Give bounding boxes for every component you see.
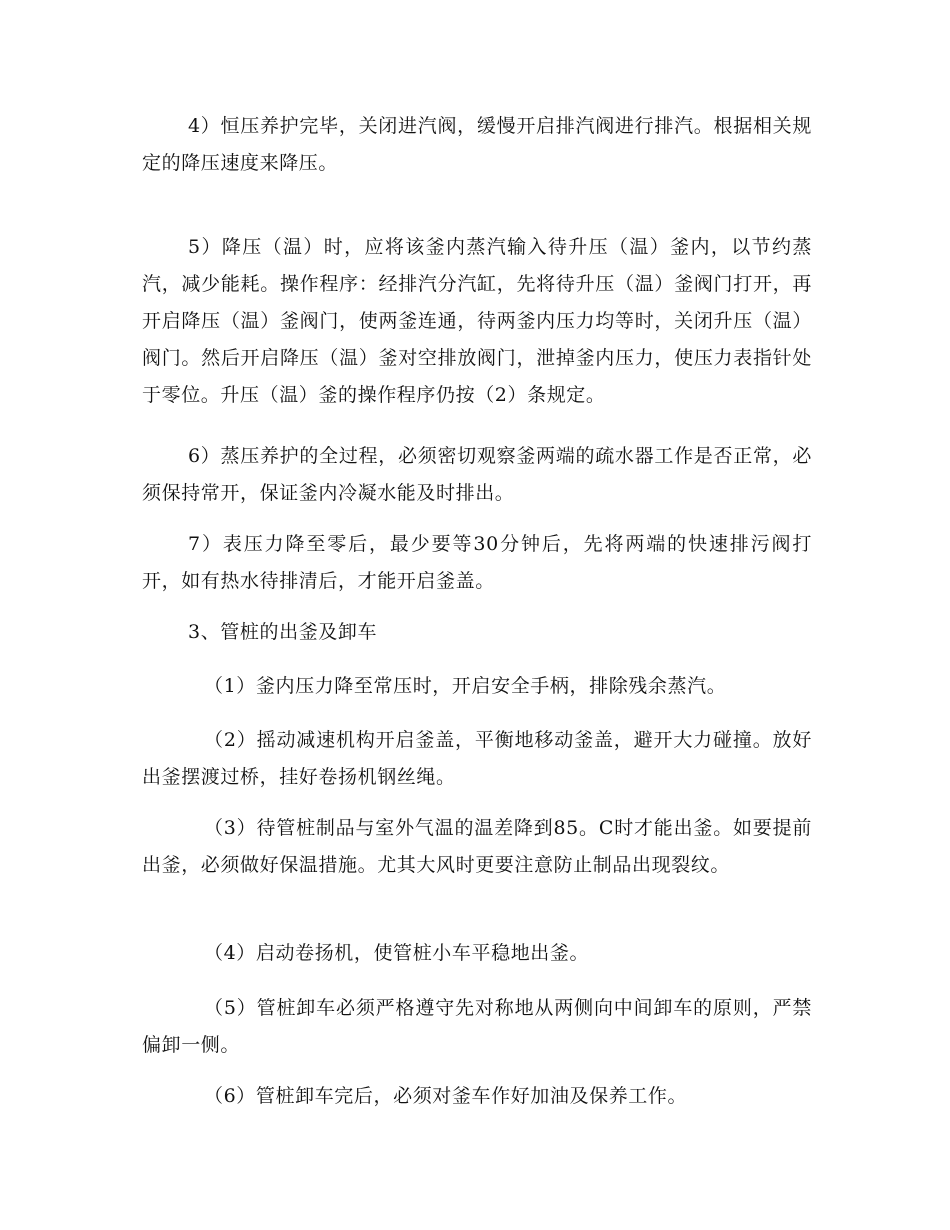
paragraph-sub-5: （5）管桩卸车必须严格遵守先对称地从两侧向中间卸车的原则，严禁偏卸一侧。 — [142, 997, 812, 1056]
paragraph-sub-3: （3）待管桩制品与室外气温的温差降到85。C时才能出釜。如要提前出釜，必须做好保温措施。尤其大风时更要注意防止制品出现裂纹。 — [142, 817, 812, 876]
paragraph-sub-6: （6）管桩卸车完后，必须对釜车作好加油及保养工作。 — [204, 1085, 688, 1107]
paragraph-sub-4: （4）启动卷扬机，使管桩小车平稳地出釜。 — [204, 942, 590, 964]
paragraph-step-4: 4）恒压养护完毕，关闭进汽阀，缓慢开启排汽阀进行排汽。根据相关规定的降压速度来降压。 — [142, 115, 812, 174]
paragraph-step-5: 5）降压（温）时，应将该釜内蒸汽输入待升压（温）釜内，以节约蒸汽，减少能耗。操作程序：经排汽分汽缸，先将待升压（温）釜阀门打开，再开启降压（温）釜阀门，使两釜连通，待两釜内压力均等时，关闭升压（温）阀门。然后开启降压（温）釜对空排放阀门，泄掉釜内压力，使压力表指针处于零位。升压（温）釜的操作程序仍按（2）条规定。 — [142, 236, 812, 406]
paragraph-sub-2: （2）摇动减速机构开启釜盖，平衡地移动釜盖，避开大力碰撞。放好出釜摆渡过桥，挂好卷扬机钢丝绳。 — [142, 729, 812, 788]
paragraph-sub-1: （1）釜内压力降至常压时，开启安全手柄，排除残余蒸汽。 — [204, 675, 727, 697]
paragraph-step-7: 7）表压力降至零后，最少要等30分钟后，先将两端的快速排污阀打开，如有热水待排清后，才能开启釜盖。 — [142, 533, 812, 592]
section-heading: 3、管桩的出釜及卸车 — [188, 621, 378, 643]
paragraph-step-6: 6）蒸压养护的全过程，必须密切观察釜两端的疏水器工作是否正常，必须保持常开，保证釜内冷凝水能及时排出。 — [142, 445, 812, 504]
